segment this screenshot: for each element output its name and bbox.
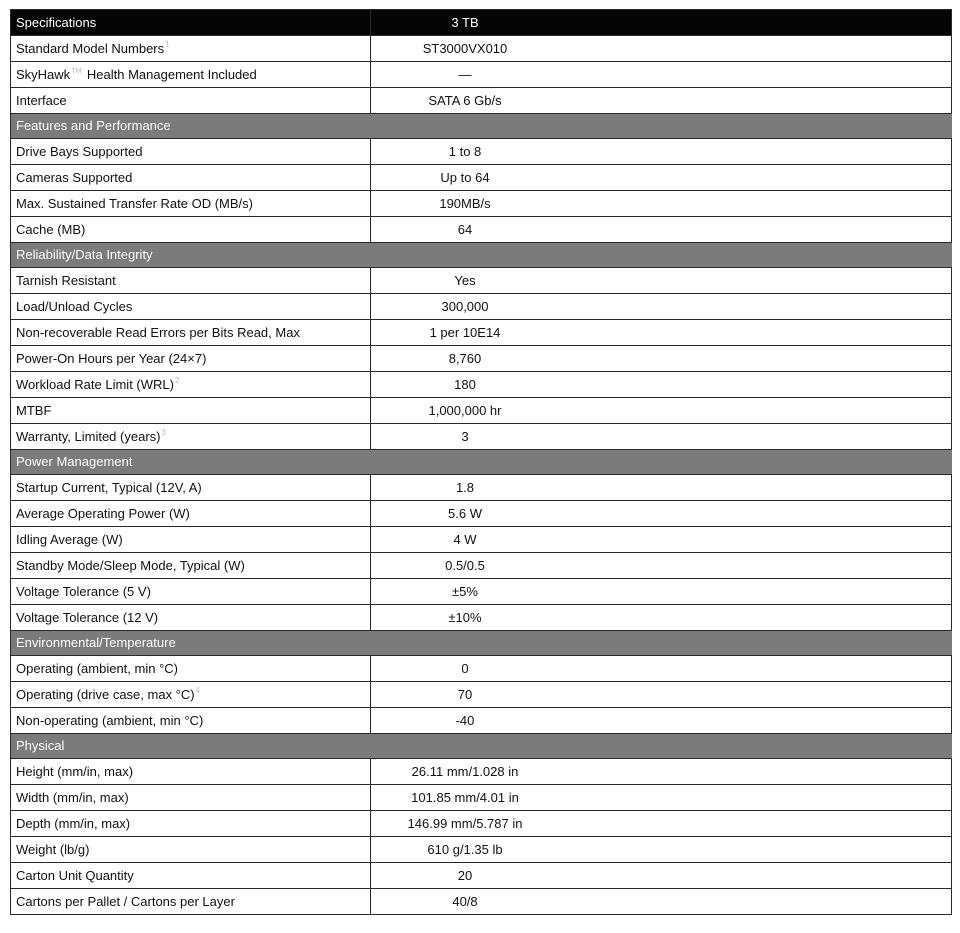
spec-label-cell (11, 605, 371, 631)
spec-label-cell (11, 36, 371, 62)
spec-value: 146.99 mm/5.787 in (407, 815, 523, 831)
spec-value-cell (371, 708, 952, 734)
spec-value-cell (371, 165, 952, 191)
section-title: Physical (11, 734, 952, 759)
table-row (11, 294, 952, 320)
spec-value-cell (371, 372, 952, 398)
header-value-cell (371, 10, 952, 36)
spec-value: 180 (454, 376, 476, 392)
table-row (11, 475, 952, 501)
table-row (11, 217, 952, 243)
spec-value: 64 (457, 221, 473, 237)
section-title: Features and Performance (11, 114, 952, 139)
spec-label-cell (11, 759, 371, 785)
spec-value-cell (371, 217, 952, 243)
section-header-features-and-performance (11, 114, 952, 139)
spec-value: — (458, 66, 472, 82)
spec-value: SATA 6 Gb/s (428, 92, 502, 108)
table-row (11, 837, 952, 863)
section-header-physical (11, 734, 952, 759)
spec-label-cell (11, 346, 371, 372)
spec-label: Height (mm/in, max) (16, 763, 134, 779)
spec-label: Idling Average (W) (16, 531, 123, 547)
table-row (11, 553, 952, 579)
spec-label: Non-operating (ambient, min °C) (16, 712, 204, 728)
spec-value-cell (371, 346, 952, 372)
spec-label: Standby Mode/Sleep Mode, Typical (W) (16, 557, 245, 573)
spec-value: 1,000,000 hr (428, 402, 502, 418)
spec-label-cell (11, 708, 371, 734)
spec-label: Interface (16, 92, 67, 108)
spec-label-cell (11, 656, 371, 682)
table-row (11, 36, 952, 62)
spec-label-cell (11, 268, 371, 294)
table-row (11, 398, 952, 424)
footnote-marker: 3 (161, 427, 166, 437)
spec-value-cell (371, 294, 952, 320)
spec-label: Voltage Tolerance (5 V) (16, 583, 151, 599)
footnote-marker: 4 (195, 685, 201, 695)
spec-label-cell (11, 553, 371, 579)
footnote-marker: 2 (174, 375, 180, 385)
table-row (11, 708, 952, 734)
spec-label-cell (11, 165, 371, 191)
table-row (11, 682, 952, 708)
section-header-environmental-temperature (11, 631, 952, 656)
spec-value-cell (371, 656, 952, 682)
spec-label: Voltage Tolerance (12 V) (16, 609, 159, 625)
spec-value: 26.11 mm/1.028 in (411, 763, 519, 779)
spec-value-cell (371, 889, 952, 915)
spec-value-cell (371, 320, 952, 346)
spec-value: 300,000 (441, 298, 489, 314)
spec-label-cell (11, 527, 371, 553)
spec-value-cell (371, 863, 952, 889)
spec-label: Average Operating Power (W) (16, 505, 190, 521)
spec-value: 0 (461, 660, 469, 676)
footnote-marker: 1 (165, 39, 170, 49)
spec-value-cell (371, 501, 952, 527)
spec-value: 4 W (453, 531, 477, 547)
spec-label: Standard Model Numbers (16, 40, 165, 56)
section-header-reliability-data-integrity (11, 243, 952, 268)
spec-value-cell (371, 605, 952, 631)
spec-value-cell (371, 139, 952, 165)
table-row (11, 759, 952, 785)
spec-value-cell (371, 62, 952, 88)
spec-value-cell (371, 682, 952, 708)
spec-label: Cartons per Pallet / Cartons per Layer (16, 893, 235, 909)
spec-label-cell (11, 372, 371, 398)
spec-value: 610 g/1.35 lb (427, 841, 503, 857)
spec-label-suffix: Health Management Included (83, 66, 257, 82)
table-row (11, 372, 952, 398)
section-title: Reliability/Data Integrity (11, 243, 952, 268)
spec-value: 1 per 10E14 (429, 324, 501, 340)
spec-value: 190MB/s (439, 195, 491, 211)
spec-value-cell (371, 837, 952, 863)
spec-label-cell (11, 320, 371, 346)
spec-value: -40 (455, 712, 475, 728)
spec-label-cell (11, 837, 371, 863)
spec-value: 5.6 W (448, 505, 482, 521)
spec-value: 3 (461, 428, 469, 444)
spec-value: 70 (457, 686, 473, 702)
spec-value: Yes (454, 272, 476, 288)
spec-label: Weight (lb/g) (16, 841, 90, 857)
spec-label-cell (11, 139, 371, 165)
spec-label-cell (11, 475, 371, 501)
specifications-table (10, 9, 952, 915)
spec-value-cell (371, 785, 952, 811)
spec-label-cell (11, 398, 371, 424)
table-row (11, 88, 952, 114)
spec-label: Warranty, Limited (years) (16, 428, 161, 444)
spec-value-cell (371, 475, 952, 501)
table-row (11, 605, 952, 631)
spec-label-cell (11, 424, 371, 450)
spec-value-cell (371, 811, 952, 837)
spec-value: 1 to 8 (448, 143, 482, 159)
spec-label-cell (11, 62, 371, 88)
spec-label: Load/Unload Cycles (16, 298, 133, 314)
spec-value: ±5% (452, 583, 478, 599)
table-row (11, 501, 952, 527)
spec-value: 8,760 (448, 350, 482, 366)
table-row (11, 579, 952, 605)
spec-label: Workload Rate Limit (WRL) (16, 376, 174, 392)
table-row (11, 424, 952, 450)
spec-label-cell (11, 191, 371, 217)
spec-label-cell (11, 863, 371, 889)
header-value: 3 TB (451, 14, 479, 30)
spec-label-cell (11, 889, 371, 915)
spec-label: SkyHawk (16, 66, 71, 82)
spec-label-cell (11, 217, 371, 243)
spec-label: Non-recoverable Read Errors per Bits Read, Max (16, 324, 300, 340)
spec-label-cell (11, 501, 371, 527)
spec-label: Depth (mm/in, max) (16, 815, 131, 831)
spec-label-cell (11, 785, 371, 811)
spec-label: Cache (MB) (16, 221, 86, 237)
spec-label-cell (11, 294, 371, 320)
spec-value-cell (371, 424, 952, 450)
table-row (11, 165, 952, 191)
table-header-row (11, 10, 952, 36)
spec-value-cell (371, 88, 952, 114)
spec-label-cell (11, 682, 371, 708)
spec-value: 0.5/0.5 (445, 557, 485, 573)
spec-label: MTBF (16, 402, 52, 418)
spec-value: 20 (457, 867, 473, 883)
spec-label: Operating (ambient, min °C) (16, 660, 178, 676)
section-header-power-management (11, 450, 952, 475)
table-row (11, 785, 952, 811)
table-row (11, 863, 952, 889)
table-row (11, 320, 952, 346)
table-row (11, 346, 952, 372)
section-title: Power Management (11, 450, 952, 475)
spec-value-cell (371, 759, 952, 785)
spec-value-cell (371, 527, 952, 553)
spec-value: ST3000VX010 (422, 40, 508, 56)
spec-label-cell (11, 811, 371, 837)
table-row (11, 62, 952, 88)
spec-label: Drive Bays Supported (16, 143, 143, 159)
spec-value: ±10% (448, 609, 482, 625)
header-label: Specifications (11, 10, 371, 36)
spec-value-cell (371, 398, 952, 424)
spec-value-cell (371, 268, 952, 294)
spec-value: 1.8 (455, 479, 475, 495)
spec-label: Startup Current, Typical (12V, A) (16, 479, 202, 495)
spec-value: Up to 64 (440, 169, 490, 185)
table-row (11, 139, 952, 165)
table-row (11, 268, 952, 294)
spec-label: Max. Sustained Transfer Rate OD (MB/s) (16, 195, 253, 211)
spec-value-cell (371, 191, 952, 217)
spec-label: Cameras Supported (16, 169, 133, 185)
table-row (11, 889, 952, 915)
spec-value-cell (371, 36, 952, 62)
trademark-mark: TM (71, 67, 82, 75)
spec-label-cell (11, 579, 371, 605)
section-title: Environmental/Temperature (11, 631, 952, 656)
spec-label-cell (11, 88, 371, 114)
table-row (11, 656, 952, 682)
spec-label: Operating (drive case, max °C) (16, 686, 195, 702)
table-row (11, 527, 952, 553)
spec-value: 101.85 mm/4.01 in (411, 789, 519, 805)
spec-label: Carton Unit Quantity (16, 867, 134, 883)
spec-value: 40/8 (452, 893, 478, 909)
table-row (11, 191, 952, 217)
spec-label: Width (mm/in, max) (16, 789, 129, 805)
table-row (11, 811, 952, 837)
specifications-table-body (11, 10, 952, 915)
spec-label: Power-On Hours per Year (24×7) (16, 350, 207, 366)
spec-value-cell (371, 579, 952, 605)
spec-value-cell (371, 553, 952, 579)
spec-label: Tarnish Resistant (16, 272, 116, 288)
